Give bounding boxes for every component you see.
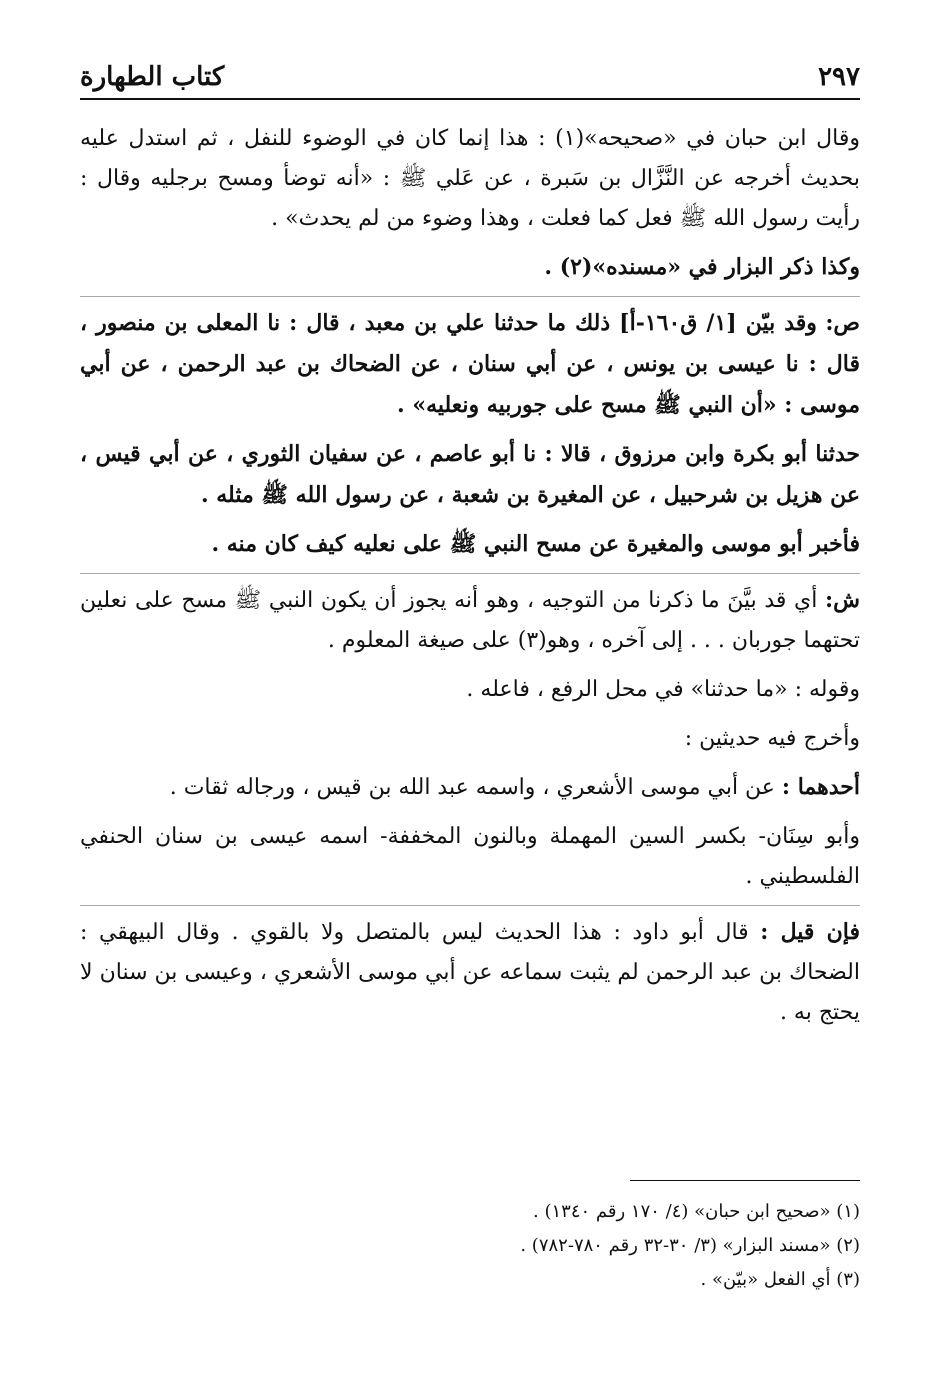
paragraph-text: وقوله : «ما حدثنا» في محل الرفع ، فاعله . <box>466 677 860 702</box>
paragraph <box>80 118 860 239</box>
paragraph <box>80 905 860 1033</box>
paragraph-text: قال أبو داود : هذا الحديث ليس بالمتصل ولا بالقوي . وقال البيهقي : الضحاك بن عبد الرحمن لم يثبت سماعه عن أبي موسى الأشعري ، وعيسى بن سنان لا يحتج به . <box>80 920 860 1025</box>
paragraph <box>80 573 860 661</box>
paragraph <box>80 524 860 565</box>
paragraph <box>80 767 860 808</box>
page-number: ٢٩٧ <box>818 62 860 92</box>
footnote: (١) «صحيح ابن حبان» (٤/ ١٧٠ رقم ١٣٤٠) . <box>533 1201 860 1222</box>
paragraph-text: وأخرج فيه حديثين : <box>684 726 860 751</box>
section-marker: ش: <box>825 587 860 613</box>
paragraph <box>80 816 860 897</box>
section-marker: أحدهما : <box>781 774 860 800</box>
paragraph-text: عن أبي موسى الأشعري ، واسمه عبد الله بن قيس ، ورجاله ثقات . <box>169 775 775 800</box>
paragraph-text: أي قد بيَّنَ ما ذكرنا من التوجيه ، وهو أنه يجوز أن يكون النبي ﷺ مسح على نعلين تحتهما جوربان . . . إلى آخره ، وهو(٣) على صيغة المعلوم . <box>80 588 860 653</box>
running-header <box>80 50 860 100</box>
paragraph <box>80 669 860 710</box>
paragraph-text: وأبو سِنَان- بكسر السين المهملة وبالنون المخففة- اسمه عيسى بن سنان الحنفي الفلسطيني . <box>80 824 860 889</box>
footnote: (٢) «مسند البزار» (٣/ ٣٠-٣٢ رقم ٧٨٠-٧٨٢) . <box>520 1235 860 1256</box>
paragraph-text: وقال ابن حبان في «صحيحه»(١) : هذا إنما كان في الوضوء للنفل ، ثم استدل عليه بحديث أخرجه عن النَّزَّال بن سَبرة ، عن عَلي ﷺ : «أنه توضأ ومسح برجليه وقال : رأيت رسول الله ﷺ فعل كما فعلت ، وهذا وضوء من لم يحدث» . <box>80 126 860 231</box>
paragraph-text: حدثنا أبو بكرة وابن مرزوق ، قالا : نا أبو عاصم ، عن سفيان الثوري ، عن أبي قيس ، عن هزيل بن شرحبيل ، عن المغيرة بن شعبة ، عن رسول الله ﷺ مثله . <box>80 441 860 508</box>
footnotes <box>80 1195 860 1297</box>
paragraph-text: فأخبر أبو موسى والمغيرة عن مسح النبي ﷺ على نعليه كيف كان منه . <box>211 531 860 557</box>
paragraph <box>80 718 860 759</box>
paragraph <box>80 434 860 516</box>
footnote-divider <box>630 1180 860 1181</box>
footnote: (٣) أي الفعل «بيّن» . <box>700 1269 860 1290</box>
section-marker: ص: <box>825 310 861 336</box>
paragraph <box>80 296 860 426</box>
paragraph-text: وكذا ذكر البزار في «مسنده»(٢) . <box>544 254 860 280</box>
section-marker: فإن قيل : <box>760 919 860 945</box>
paragraph-text: وقد بيّن [١/ ق١٦٠-أ] ذلك ما حدثنا علي بن معبد ، قال : نا المعلى بن منصور ، قال : نا عيسى بن يونس ، عن أبي سنان ، عن الضحاك بن عبد الرحمن ، عن أبي موسى : «أن النبي ﷺ مسح على جوربيه ونعليه» . <box>80 310 860 418</box>
main-text <box>80 118 860 1041</box>
chapter-title: كتاب الطهارة <box>80 62 225 92</box>
paragraph <box>80 247 860 288</box>
